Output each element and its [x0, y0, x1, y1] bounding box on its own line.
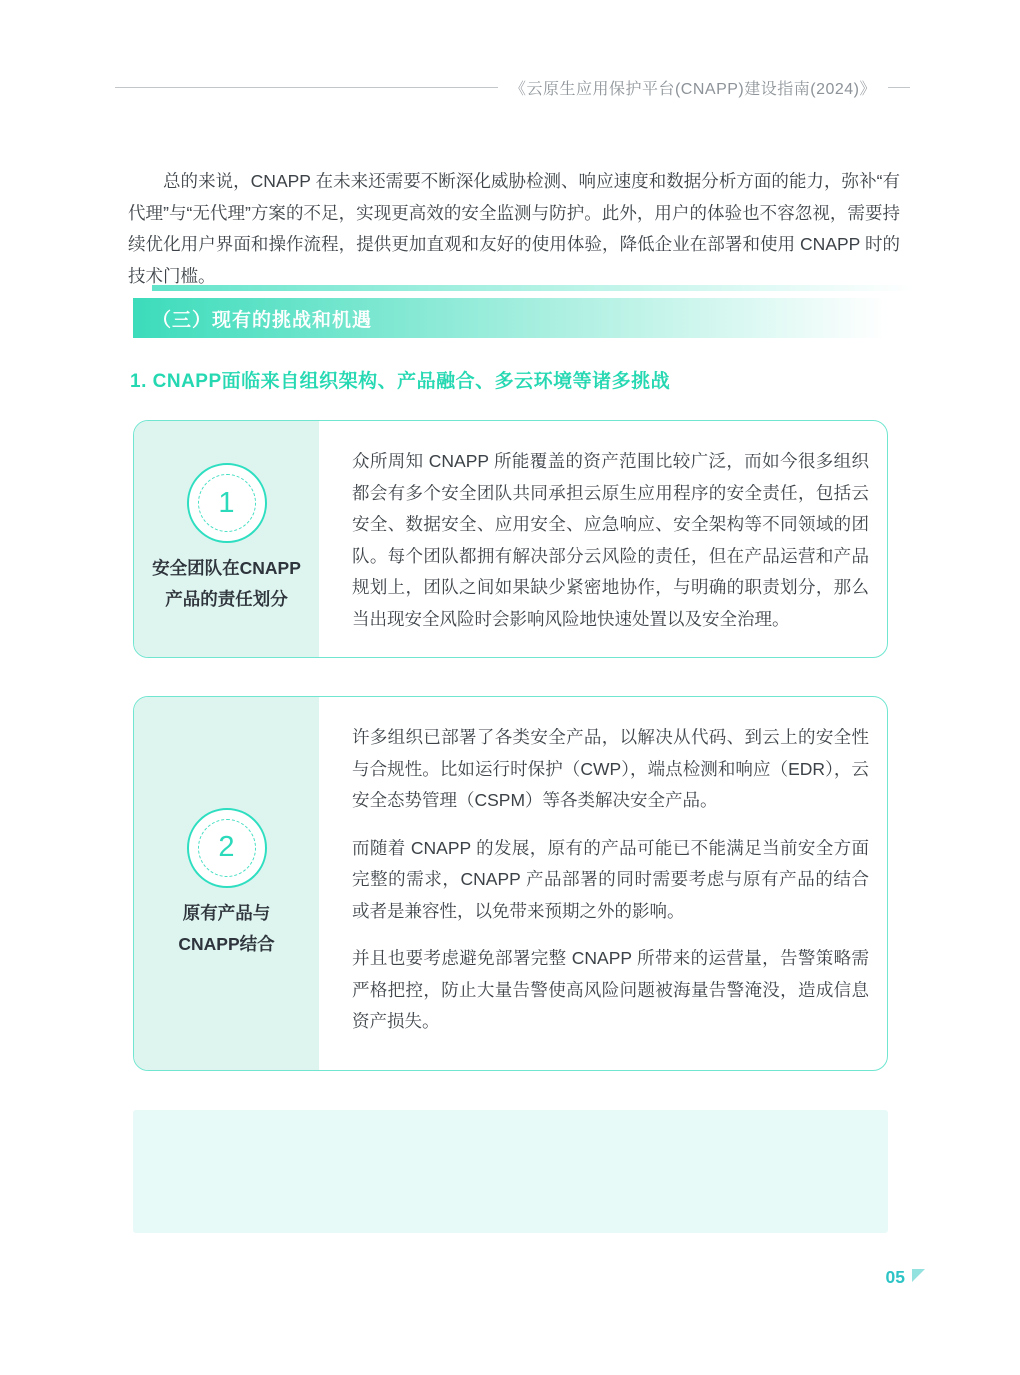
intro-paragraph: 总的来说，CNAPP 在未来还需要不断深化威胁检测、响应速度和数据分析方面的能力，弥补“有代理”与“无代理”方案的不足，实现更高效的安全监测与防护。此外，用户的体验也不容忽视，需要持续优化用户界面和操作流程，提供更加直观和友好的使用体验，降低企业在部署和使用 CNAPP 时的技术门槛。 — [128, 171, 900, 286]
section-banner — [133, 298, 888, 338]
challenge-card-2-label-line1: 原有产品与 — [182, 902, 271, 923]
challenge-card-2 — [133, 696, 888, 1071]
section-banner-label: （三）现有的挑战和机遇 — [152, 309, 373, 331]
section-banner-accent-strip — [152, 285, 915, 291]
challenge-card-2-paragraph-2: 而随着 CNAPP 的发展，原有的产品可能已不能满足当前安全方面完整的需求，CNAPP 产品部署的同时需要考虑与原有产品的结合或者是兼容性，以免带来预期之外的影响。 — [352, 837, 869, 921]
page-number: 05 — [885, 1267, 905, 1287]
header-rule-left — [115, 87, 498, 88]
next-card-placeholder-block — [133, 1110, 888, 1233]
challenge-card-2-label — [178, 898, 274, 960]
number-badge-1-value: 1 — [218, 486, 235, 519]
challenge-card-2-paragraph-1: 许多组织已部署了各类安全产品，以解决从代码、到云上的安全性与合规性。比如运行时保护（CWP），端点检测和响应（EDR），云安全态势管理（CSPM）等各类解决安全产品。 — [352, 727, 869, 810]
challenge-card-2-side — [134, 697, 319, 1070]
challenge-card-1-side — [134, 421, 319, 657]
page-footer — [886, 1269, 925, 1287]
page-header — [115, 76, 910, 99]
challenge-card-1-body — [319, 421, 887, 657]
challenge-card-1-label-line1: 安全团队在CNAPP — [152, 558, 301, 578]
challenge-card-1-label — [152, 553, 301, 615]
number-badge-2-value: 2 — [218, 831, 235, 863]
number-badge-2 — [187, 808, 267, 888]
challenge-card-2-body — [319, 697, 887, 1070]
page-number-triangle-icon — [912, 1269, 925, 1282]
challenge-card-1-paragraph: 众所周知 CNAPP 所能覆盖的资产范围比较广泛，而如今很多组织都会有多个安全团队共同承担云原生应用程序的安全责任，包括云安全、数据安全、应用安全、应急响应、安全架构等不同领域的团队。每个团队都拥有解决部分云风险的责任，但在产品运营和产品规划上，团队之间如果缺少紧密地协作，与明确的职责划分，那么当出现安全风险时会影响风险地快速处置以及安全治理。 — [352, 451, 869, 629]
document-title: 《云原生应用保护平台(CNAPP)建设指南(2024)》 — [509, 81, 876, 98]
section-subtitle: 1. CNAPP面临来自组织架构、产品融合、多云环境等诸多挑战 — [130, 371, 671, 392]
challenge-card-2-label-line2: CNAPP结合 — [178, 933, 275, 954]
number-badge-1-inner-ring — [198, 474, 256, 532]
number-badge-1 — [187, 463, 267, 543]
challenge-card-2-paragraph-3: 并且也要考虑避免部署完整 CNAPP 所带来的运营量，告警策略需严格把控，防止大量告警使高风险问题被海量告警淹没，造成信息资产损失。 — [352, 948, 869, 1031]
number-badge-2-inner-ring — [198, 819, 256, 877]
challenge-card-1-label-line2: 产品的责任划分 — [165, 589, 288, 609]
challenge-card-1 — [133, 420, 888, 658]
header-rule-right — [888, 87, 910, 88]
